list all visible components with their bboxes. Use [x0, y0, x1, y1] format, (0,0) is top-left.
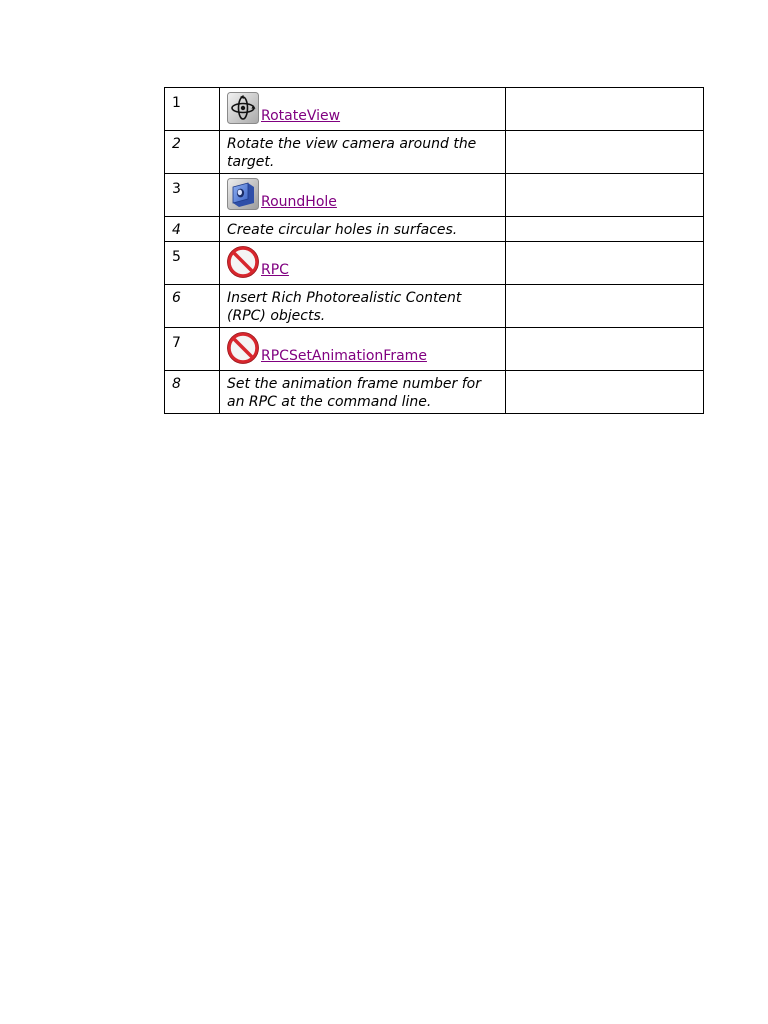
- command-description: Set the animation frame number for an RPC at the command line.: [220, 371, 506, 414]
- empty-cell: [506, 174, 704, 217]
- command-cell: [220, 88, 506, 131]
- rpc-link[interactable]: RPC: [261, 262, 289, 278]
- command-cell: [220, 328, 506, 371]
- empty-cell: [506, 217, 704, 242]
- table-row: [165, 131, 704, 174]
- roundhole-link[interactable]: RoundHole: [261, 194, 337, 210]
- table-row: [165, 242, 704, 285]
- command-description: Rotate the view camera around the target.: [220, 131, 506, 174]
- command-cell: [220, 174, 506, 217]
- command-description: Insert Rich Photorealistic Content (RPC) objects.: [220, 285, 506, 328]
- row-number: 2: [165, 131, 220, 174]
- prohibited-icon: [227, 246, 259, 278]
- rotate-view-icon: [227, 92, 259, 124]
- row-number: 3: [165, 174, 220, 217]
- table-row: [165, 174, 704, 217]
- row-number: 6: [165, 285, 220, 328]
- table-row: [165, 371, 704, 414]
- rotateview-link[interactable]: RotateView: [261, 108, 341, 124]
- row-number: 8: [165, 371, 220, 414]
- table-row: [165, 88, 704, 131]
- commands-table: [164, 87, 704, 414]
- round-hole-icon: [227, 178, 259, 210]
- empty-cell: [506, 88, 704, 131]
- table-row: [165, 328, 704, 371]
- command-description: Create circular holes in surfaces.: [220, 217, 506, 242]
- table-row: [165, 217, 704, 242]
- row-number: 4: [165, 217, 220, 242]
- empty-cell: [506, 328, 704, 371]
- row-number: 7: [165, 328, 220, 371]
- empty-cell: [506, 371, 704, 414]
- empty-cell: [506, 242, 704, 285]
- empty-cell: [506, 131, 704, 174]
- empty-cell: [506, 285, 704, 328]
- row-number: 1: [165, 88, 220, 131]
- rpcsetanimationframe-link[interactable]: RPCSetAnimationFrame: [261, 348, 427, 364]
- row-number: 5: [165, 242, 220, 285]
- table-row: [165, 285, 704, 328]
- prohibited-icon: [227, 332, 259, 364]
- command-cell: [220, 242, 506, 285]
